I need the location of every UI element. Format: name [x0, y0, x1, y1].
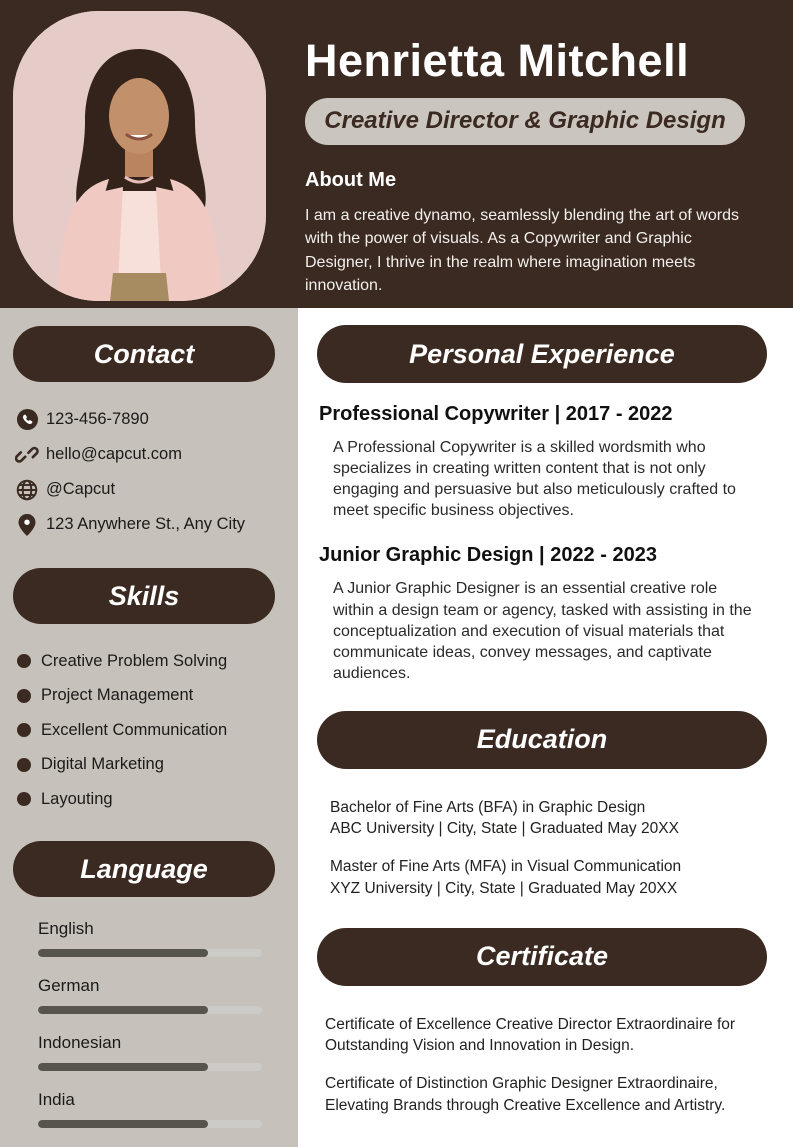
bullet-icon [17, 689, 31, 703]
certificate-heading-text: Certificate [475, 941, 609, 972]
globe-icon [15, 478, 39, 502]
language-item [38, 1033, 275, 1071]
contact-row-email [15, 443, 275, 466]
education-degree: Master of Fine Arts (MFA) in Visual Communication [330, 858, 682, 876]
experience-entry-description: A Professional Copywriter is a skilled wordsmith who specializes in creating written content that is not only engaging and persuasive but also meticulously crafted to meet specific business objectives. [333, 439, 736, 520]
certificate-section-heading [317, 928, 767, 986]
language-item [38, 976, 275, 1014]
about-me-text: I am a creative dynamo, seamlessly blending the art of words with the power of visuals. As a Copywriter and Graphic Designer, I thrive in the realm where imagination meets innovation. [305, 206, 739, 295]
skill-label: Excellent Communication [41, 720, 228, 739]
skill-item [17, 754, 275, 776]
experience-entry-title: Professional Copywriter | 2017 - 2022 [319, 403, 673, 425]
job-title-text: Creative Director & Graphic Design [324, 107, 726, 134]
person-name: Henrietta Mitchell [305, 35, 690, 86]
contact-address-text: 123 Anywhere St., Any City [46, 515, 246, 533]
language-progress-track [38, 949, 262, 957]
language-list [38, 919, 275, 1128]
profile-photo-illustration [13, 11, 266, 301]
contact-row-phone [15, 408, 275, 431]
education-entry [330, 797, 767, 839]
language-progress-fill [38, 1120, 208, 1128]
header-text-block [305, 0, 773, 308]
language-progress-track [38, 1006, 262, 1014]
skill-item [17, 650, 275, 672]
language-label: India [38, 1090, 75, 1109]
language-progress-track [38, 1120, 262, 1128]
language-section-heading [13, 841, 275, 897]
skill-label: Creative Problem Solving [41, 651, 228, 670]
bullet-icon [17, 792, 31, 806]
bullet-icon [17, 723, 31, 737]
contact-row-address [15, 513, 275, 536]
certificate-entry: Certificate of Distinction Graphic Designer Extraordinaire, Elevating Brands through Creative Excellence and Artistry. [325, 1075, 726, 1114]
bullet-icon [17, 758, 31, 772]
education-section-heading [317, 711, 767, 769]
experience-section-heading [317, 325, 767, 383]
link-icon [15, 443, 39, 467]
contact-email-text: hello@capcut.com [46, 445, 182, 463]
header-banner [0, 0, 793, 308]
language-label: German [38, 976, 100, 995]
language-label: Indonesian [38, 1033, 122, 1052]
profile-photo [13, 11, 266, 301]
contact-list [15, 408, 275, 536]
education-school: XYZ University | City, State | Graduated May 20XX [330, 879, 678, 897]
education-entry [330, 856, 767, 898]
about-me-heading: About Me [305, 168, 397, 191]
experience-heading-text: Personal Experience [409, 338, 675, 369]
language-progress-track [38, 1063, 262, 1071]
main-column [298, 308, 793, 1147]
body-columns [0, 308, 793, 1147]
contact-section-heading [13, 326, 275, 382]
skill-item [17, 788, 275, 810]
phone-circle-icon [15, 408, 39, 432]
bullet-icon [17, 654, 31, 668]
language-item [38, 919, 275, 957]
skills-heading-text: Skills [108, 580, 180, 611]
education-heading-text: Education [476, 724, 608, 755]
language-item [38, 1090, 275, 1128]
language-heading-text: Language [80, 853, 208, 884]
sidebar [0, 308, 298, 1147]
skill-label: Project Management [41, 686, 194, 704]
language-progress-fill [38, 1006, 208, 1014]
job-title-badge [305, 98, 745, 145]
skill-label: Layouting [41, 789, 113, 808]
contact-row-handle [15, 478, 275, 501]
contact-phone-text: 123-456-7890 [46, 410, 149, 428]
skills-list [17, 650, 275, 810]
language-progress-fill [38, 949, 208, 957]
language-progress-fill [38, 1063, 208, 1071]
contact-heading-text: Contact [93, 338, 195, 369]
skills-section-heading [13, 568, 275, 624]
certificate-entry: Certificate of Excellence Creative Director Extraordinaire for Outstanding Vision and Innovation in Design. [325, 1015, 736, 1055]
experience-entry-description: A Junior Graphic Designer is an essential creative role within a design team or agency, tasked with assisting in the conceptualization and execution of visual materials that communicate ideas, convey messages, and captivate audiences. [333, 580, 752, 682]
location-pin-icon [15, 513, 39, 537]
language-label: English [38, 919, 94, 938]
skill-item [17, 719, 275, 741]
skill-item [17, 685, 275, 707]
contact-handle-text: @Capcut [46, 480, 116, 498]
education-school: ABC University | City, State | Graduated May 20XX [330, 820, 679, 838]
skill-label: Digital Marketing [41, 755, 164, 773]
experience-entry-title: Junior Graphic Design | 2022 - 2023 [319, 544, 657, 567]
education-degree: Bachelor of Fine Arts (BFA) in Graphic Design [330, 798, 646, 816]
